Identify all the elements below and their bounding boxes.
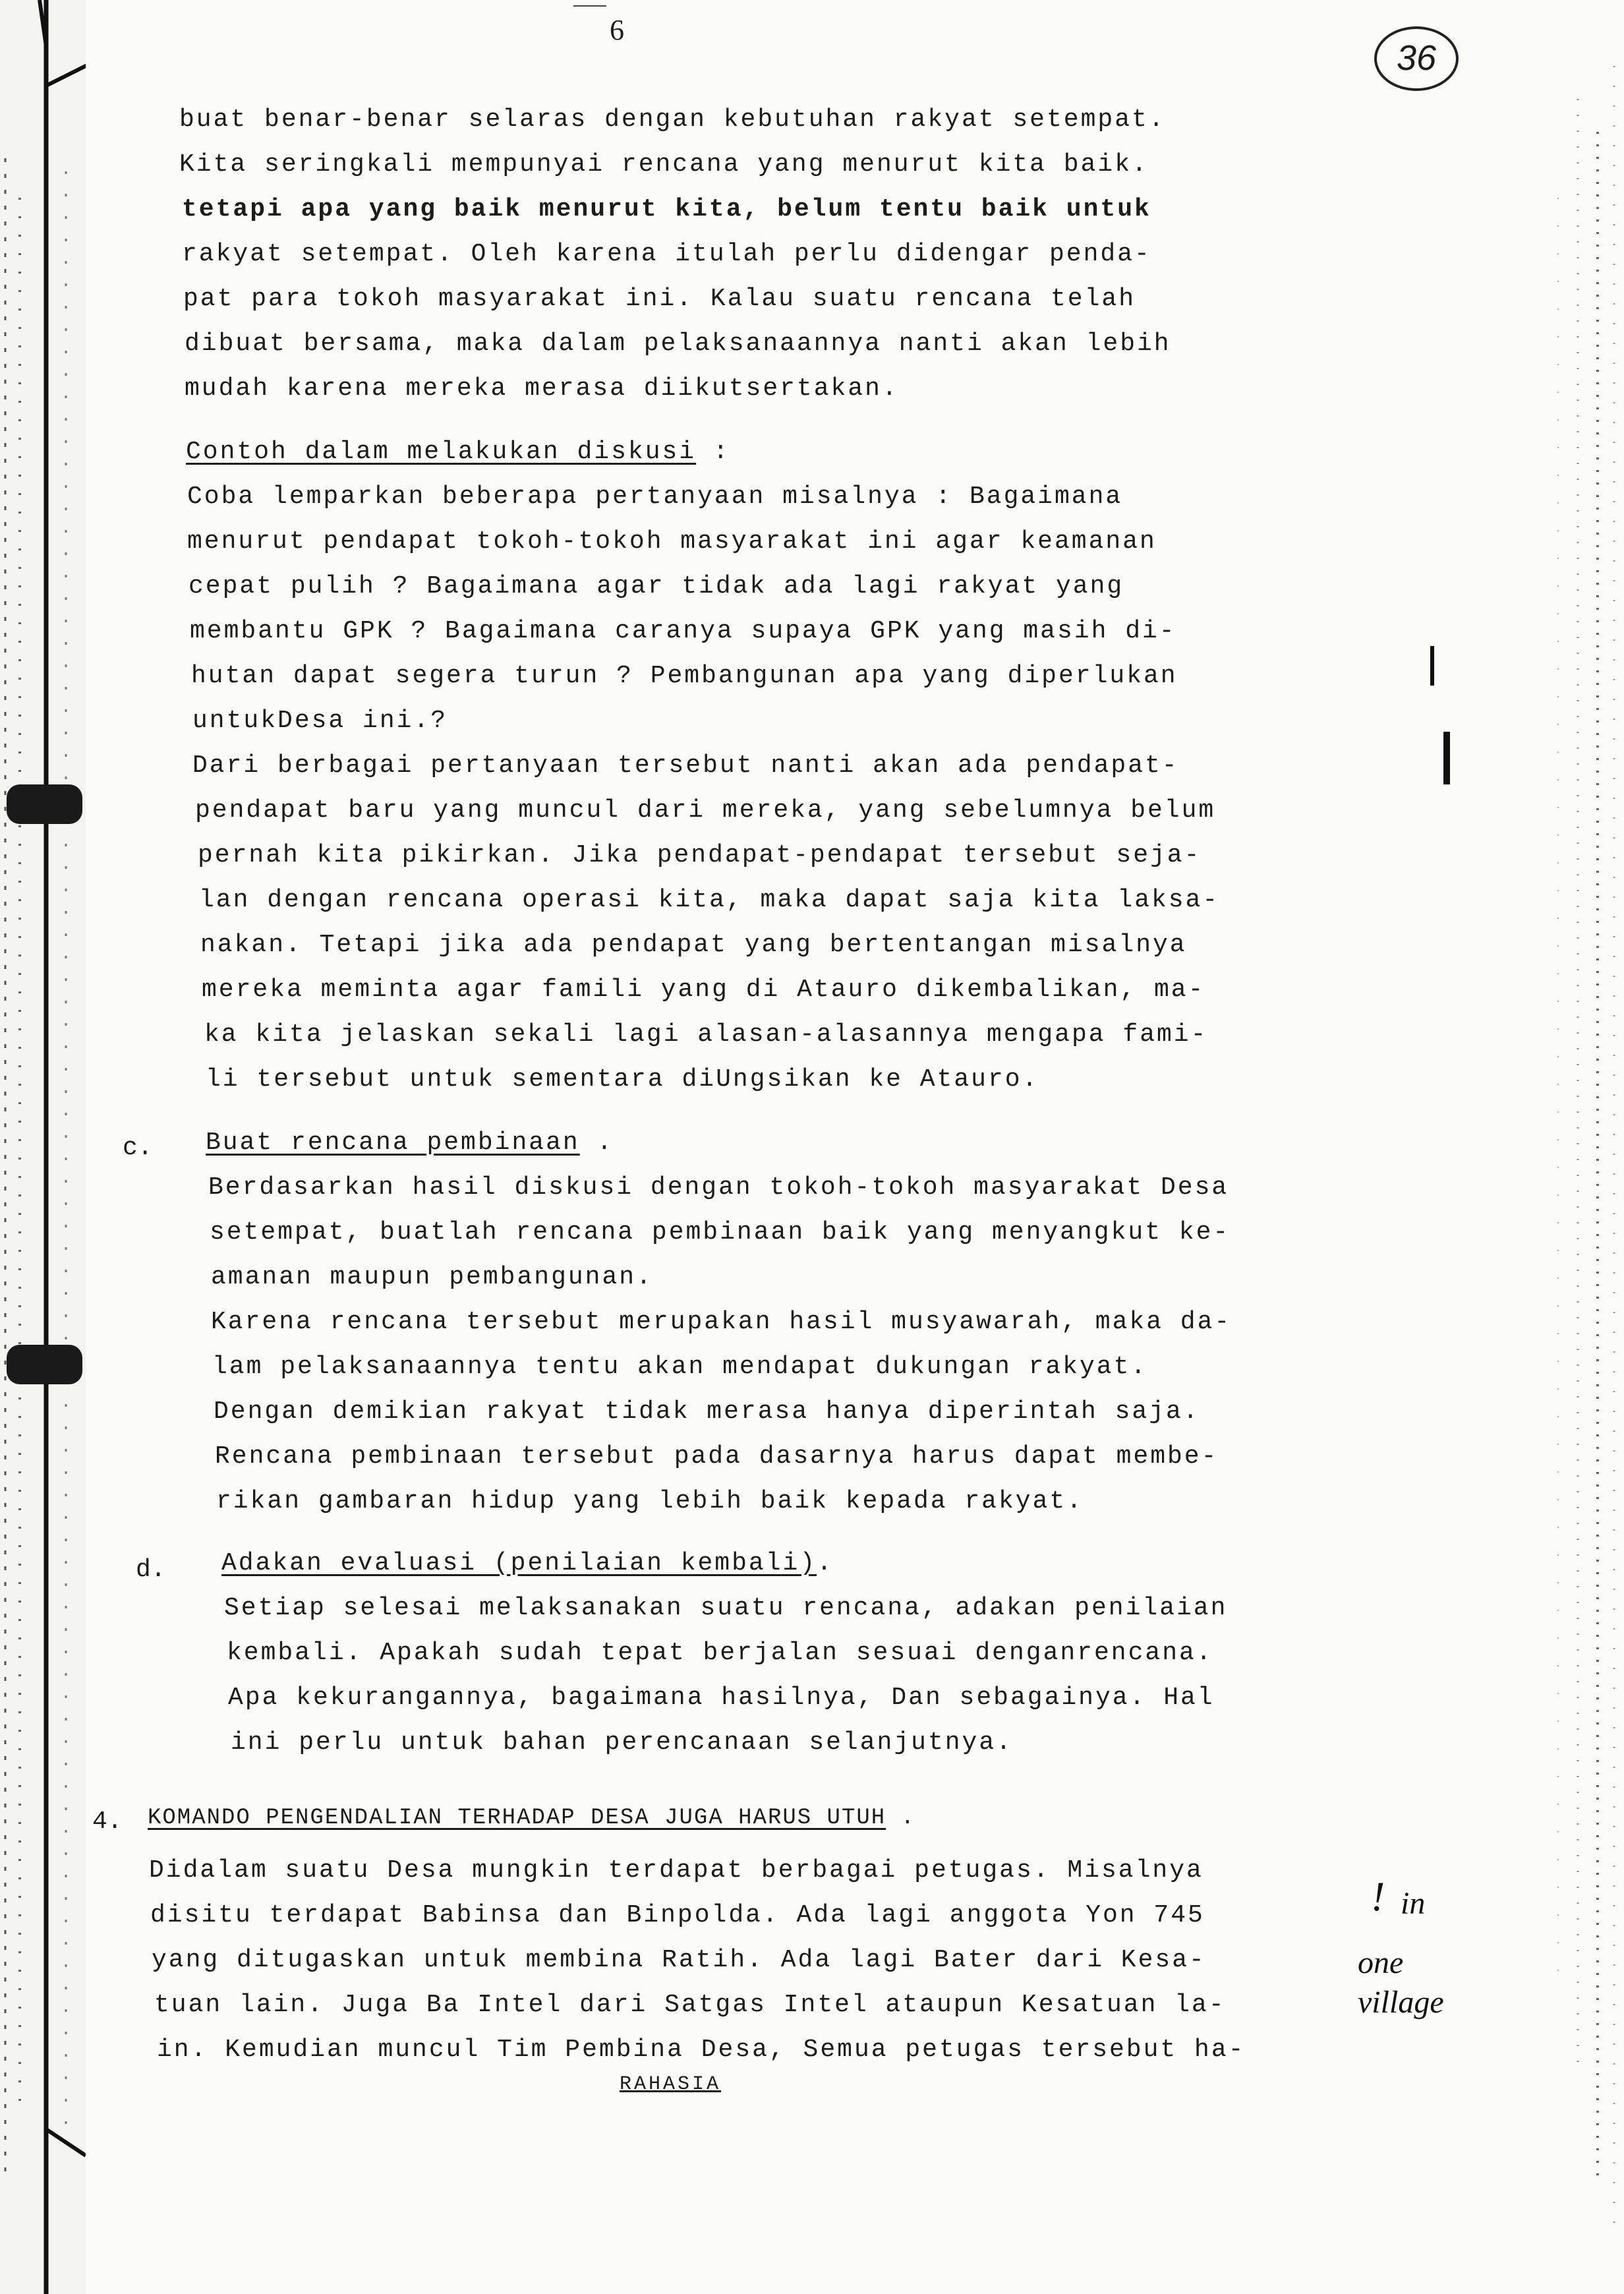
margin-note: in — [1401, 1886, 1426, 1921]
contoh-heading-suffix: : — [696, 438, 730, 466]
section-4-heading-suffix: . — [886, 1806, 915, 1831]
text-line: Dengan demikian rakyat tidak merasa hanya diperintah saja. — [214, 1397, 1200, 1426]
text-line: nakan. Tetapi jika ada pendapat yang bertentangan misalnya — [200, 931, 1187, 959]
text-line: lan dengan rencana operasi kita, maka dapat saja kita laksa- — [199, 886, 1220, 914]
text-line: Kita seringkali mempunyai rencana yang menurut kita baik. — [179, 150, 1149, 179]
section-4-heading — [148, 1804, 915, 1833]
classification-footer: RAHASIA — [620, 2073, 722, 2096]
page-stamp: 36 — [1374, 26, 1459, 91]
text-line: mereka meminta agar famili yang di Atauro dikembalikan, ma- — [202, 976, 1205, 1004]
text-line: in. Kemudian muncul Tim Pembina Desa, Semua petugas tersebut ha- — [157, 2036, 1246, 2064]
text-line: buat benar-benar selaras dengan kebutuhan rakyat setempat. — [179, 105, 1166, 134]
item-d-heading-text: Adakan evaluasi (penilaian kembali) — [221, 1549, 817, 1577]
contoh-heading-text: Contoh dalam melakukan diskusi — [186, 438, 697, 466]
text-line: cepat pulih ? Bagaimana agar tidak ada lagi rakyat yang — [188, 572, 1124, 601]
right-edge-noise — [1519, 0, 1624, 2294]
text-line: Apa kekurangannya, bagaimana hasilnya, Dan sebagainya. Hal — [228, 1684, 1215, 1712]
item-c-heading — [206, 1129, 614, 1158]
text-line: li tersebut untuk sementara diUngsikan ke Atauro. — [206, 1065, 1039, 1094]
text-line: hutan dapat segera turun ? Pembangunan apa yang diperlukan — [191, 662, 1178, 690]
margin-tick — [1443, 732, 1450, 784]
text-line: mudah karena mereka merasa diikutsertakan. — [185, 374, 899, 403]
text-line: membantu GPK ? Bagaimana caranya supaya GPK yang masih di- — [190, 617, 1176, 645]
text-line: dibuat bersama, maka dalam pelaksanaannya nanti akan lebih — [185, 330, 1171, 358]
margin-note: village — [1358, 1985, 1444, 2020]
text-line: kembali. Apakah sudah tepat berjalan sesuai denganrencana. — [227, 1639, 1213, 1667]
text-line: Rencana pembinaan tersebut pada dasarnya harus dapat membe- — [215, 1442, 1219, 1471]
text-line: Dari berbagai pertanyaan tersebut nanti akan ada pendapat- — [192, 751, 1179, 780]
item-d-heading-suffix: . — [817, 1549, 834, 1577]
text-line: lam pelaksanaannya tentu akan mendapat dukungan rakyat. — [212, 1353, 1148, 1381]
page-number: 6 — [610, 14, 624, 46]
margin-note: one — [1358, 1945, 1404, 1980]
text-line: pat para tokoh masyarakat ini. Kalau suatu rencana telah — [183, 285, 1136, 313]
text-line: yang ditugaskan untuk membina Ratih. Ada lagi Bater dari Kesa- — [152, 1946, 1206, 1974]
list-marker-d: d. — [136, 1556, 166, 1584]
text-line: menurut pendapat tokoh-tokoh masyarakat ini agar keamanan — [187, 527, 1157, 556]
text-line: Karena rencana tersebut merupakan hasil musyawarah, maka da- — [211, 1308, 1232, 1336]
text-line: pendapat baru yang muncul dari mereka, yang sebelumnya belum — [195, 796, 1216, 825]
margin-note-exclaim: ! — [1371, 1873, 1385, 1920]
list-marker-c: c. — [123, 1134, 153, 1162]
margin-tick — [1430, 646, 1434, 686]
text-line: pernah kita pikirkan. Jika pendapat-pendapat tersebut seja- — [198, 841, 1202, 869]
text-line: Berdasarkan hasil diskusi dengan tokoh-tokoh masyarakat Desa — [208, 1173, 1229, 1202]
item-c-heading-text: Buat rencana pembinaan — [206, 1129, 580, 1157]
text-line: untukDesa ini.? — [192, 707, 448, 735]
text-line: ka kita jelaskan sekali lagi alasan-alasannya mengapa fami- — [204, 1020, 1208, 1049]
section-4-heading-text: KOMANDO PENGENDALIAN TERHADAP DESA JUGA HARUS UTUH — [148, 1806, 886, 1831]
text-line: tetapi apa yang baik menurut kita, belum tentu baik untuk — [182, 195, 1151, 223]
text-line: setempat, buatlah rencana pembinaan baik yang menyangkut ke- — [210, 1218, 1231, 1247]
item-d-heading — [221, 1549, 834, 1578]
binder-edge — [0, 0, 86, 2294]
top-rule — [573, 5, 606, 7]
section-marker-4: 4. — [92, 1808, 123, 1836]
text-line: tuan lain. Juga Ba Intel dari Satgas Intel ataupun Kesatuan la- — [154, 1991, 1226, 2019]
text-line: amanan maupun pembangunan. — [211, 1263, 653, 1291]
item-c-heading-suffix: . — [579, 1129, 614, 1157]
text-line: Setiap selesai melaksanakan suatu rencana, adakan penilaian — [224, 1594, 1228, 1622]
text-line: rikan gambaran hidup yang lebih baik kepada rakyat. — [216, 1487, 1084, 1515]
contoh-heading — [186, 438, 730, 467]
text-line: Didalam suatu Desa mungkin terdapat berbagai petugas. Misalnya — [149, 1856, 1204, 1885]
text-line: ini perlu untuk bahan perencanaan selanjutnya. — [231, 1728, 1013, 1757]
text-line: rakyat setempat. Oleh karena itulah perlu didengar penda- — [182, 240, 1151, 268]
text-line: disitu terdapat Babinsa dan Binpolda. Ada lagi anggota Yon 745 — [150, 1901, 1205, 1929]
text-line: Coba lemparkan beberapa pertanyaan misalnya : Bagaimana — [187, 483, 1123, 511]
